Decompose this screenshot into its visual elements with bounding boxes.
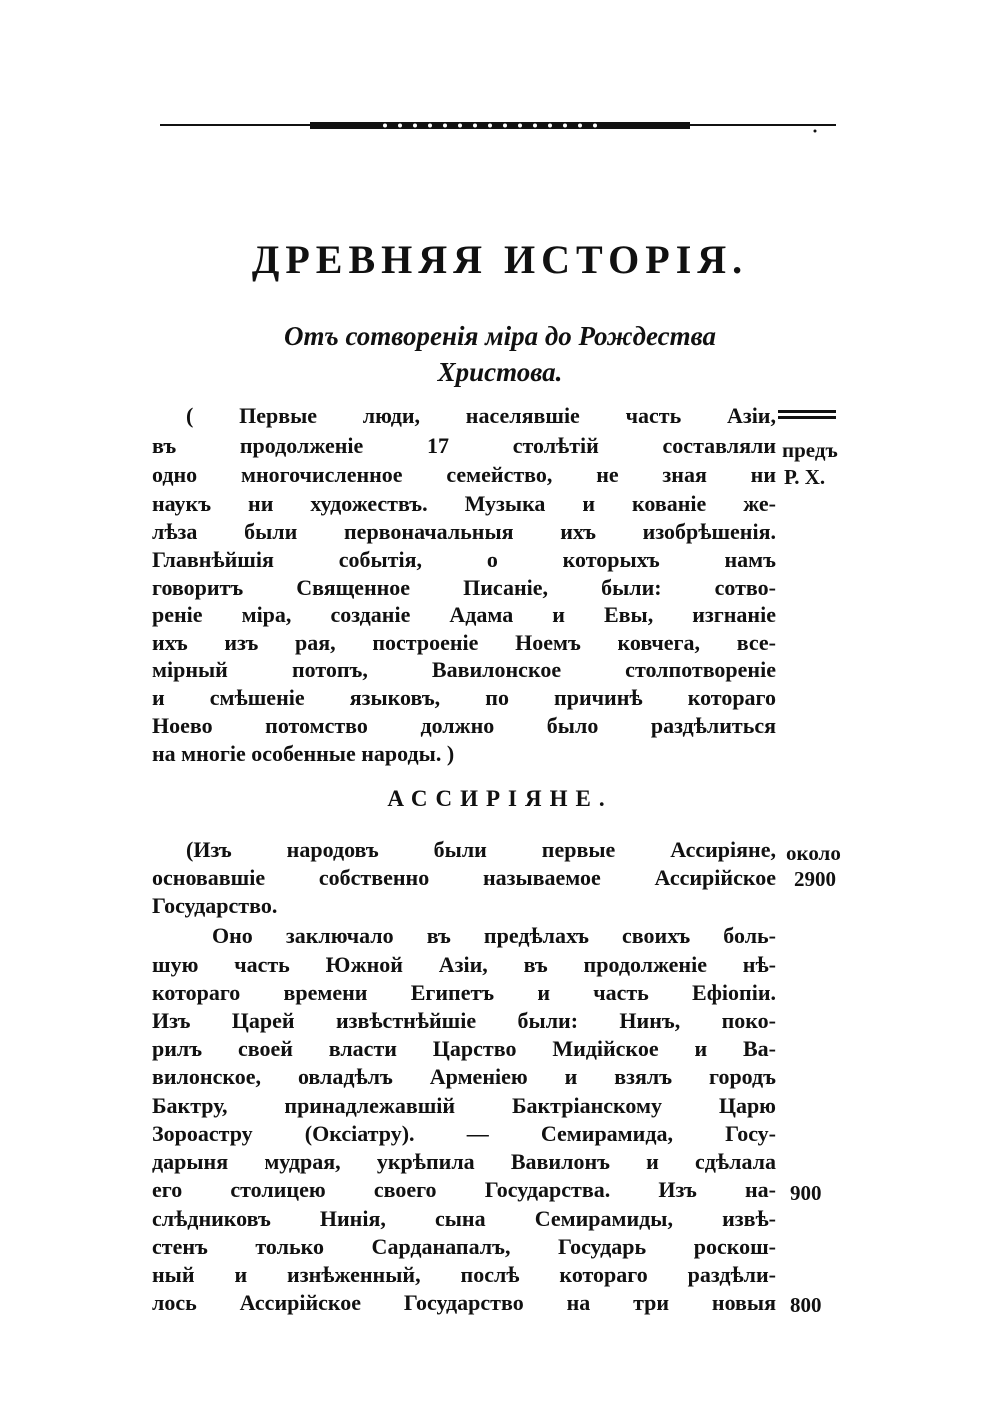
text-line: мірный потопъ, Вавилонское столпотвореніе bbox=[152, 657, 776, 682]
text-line: одно многочисленное семейство, не зная ни bbox=[152, 462, 776, 487]
text-line: ( Первые люди, населявшіе часть Азіи, bbox=[186, 403, 776, 428]
margin-year-900: 900 bbox=[790, 1181, 822, 1205]
margin-note-before: предъ bbox=[782, 438, 838, 462]
subtitle bbox=[150, 318, 850, 390]
text-line: лось Ассирійское Государство на три новыя bbox=[152, 1290, 776, 1315]
subtitle-line-1: Отъ сотворенія міра до Рождества bbox=[284, 321, 716, 351]
text-line: Зороастру (Оксіатру). — Семирамида, Госу- bbox=[152, 1121, 776, 1146]
text-line: Оно заключало въ предѣлахъ своихъ боль- bbox=[212, 923, 776, 948]
text-line: котораго времени Египетъ и часть Ефіопіи. bbox=[152, 980, 776, 1005]
text-line: дарыня мудрая, укрѣпила Вавилонъ и сдѣлала bbox=[152, 1149, 776, 1174]
page-title: ДРЕВНЯЯ ИСТОРІЯ. bbox=[251, 237, 749, 282]
text-line: основавшіе собственно называемое Ассирійское bbox=[152, 865, 776, 890]
text-line: въ продолженіе 17 столѣтій составляли bbox=[152, 433, 776, 458]
text-line: (Изъ народовъ были первые Ассиріяне, bbox=[186, 837, 776, 862]
text-line: Бактру, принадлежавшій Бактріанскому Царю bbox=[152, 1093, 776, 1118]
text-line: Государство. bbox=[152, 893, 278, 918]
margin-dash-mark bbox=[778, 410, 836, 420]
margin-year-2900: 2900 bbox=[794, 867, 836, 891]
text-line: на многіе особенные народы. ) bbox=[152, 741, 455, 766]
margin-note-bc: Р. Х. bbox=[784, 465, 826, 489]
subtitle-line-2: Христова. bbox=[437, 357, 563, 387]
text-line: ихъ изъ рая, построеніе Ноемъ ковчега, все- bbox=[152, 630, 776, 655]
text-line: и смѣшеніе языковъ, по причинѣ котораго bbox=[152, 685, 776, 710]
text-line: стенъ только Сарданапалъ, Государь роскош- bbox=[152, 1234, 776, 1259]
text-line: Ноево потомство должно было раздѣлиться bbox=[152, 713, 776, 738]
text-line: говоритъ Священное Писаніе, были: сотво- bbox=[152, 575, 776, 600]
text-line: реніе міра, созданіе Адама и Евы, изгнаніе bbox=[152, 602, 776, 627]
margin-year-800: 800 bbox=[790, 1293, 822, 1317]
text-line: шую часть Южной Азіи, въ продолженіе нѣ- bbox=[152, 952, 776, 977]
section-heading-assyrians: АССИРІЯНЕ. bbox=[387, 786, 613, 811]
text-line: Изъ Царей извѣстнѣйшіе были: Нинъ, поко- bbox=[152, 1008, 776, 1033]
text-line: Главнѣйшія событія, о которыхъ намъ bbox=[152, 547, 776, 572]
text-line: наукъ ни художествъ. Музыка и кованіе же- bbox=[152, 491, 776, 516]
text-line: слѣдниковъ Нинія, сына Семирамиды, извѣ- bbox=[152, 1206, 776, 1231]
text-line: ный и изнѣженный, послѣ котораго раздѣли- bbox=[152, 1262, 776, 1287]
margin-note-about: около bbox=[786, 841, 841, 865]
text-line: его столицею своего Государства. Изъ на- bbox=[152, 1177, 776, 1202]
text-line: рилъ своей власти Царство Мидійское и Ва- bbox=[152, 1036, 776, 1061]
text-line: вилонское, овладѣлъ Арменіею и взялъ городъ bbox=[152, 1064, 776, 1089]
text-line: лѣза были первоначальныя ихъ изобрѣшенія. bbox=[152, 519, 776, 544]
ornament-divider bbox=[160, 116, 836, 136]
